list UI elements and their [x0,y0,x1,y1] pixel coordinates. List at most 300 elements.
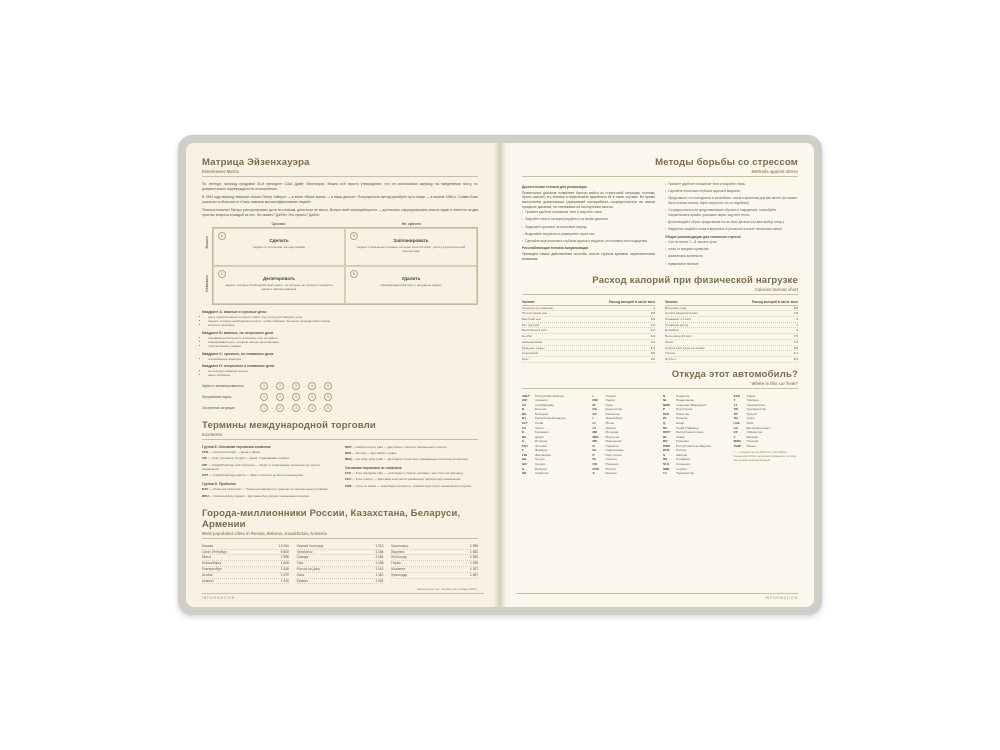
list-item [522,239,655,244]
city-name: Шымкент [391,567,406,572]
flow-dot: 4 [308,404,316,412]
country-code: D [522,430,525,435]
activity-name: Гребля академическая [665,311,698,316]
bullet-icon: • [665,240,667,245]
flow-dot: 3 [292,393,300,401]
flow-dot: 4 [308,382,316,390]
country-code: MGL [592,434,600,439]
plates-col-2 [593,394,658,476]
list-item [665,208,798,217]
list-item-label: физическая активность [668,254,704,259]
country-name: Ватикан [746,434,759,439]
country-code: B [522,407,525,412]
list-item: • задачи, которые необходимо решить, чтобы избежать больших затруднений в жизни [208,319,478,323]
table-row [391,573,478,579]
list-item [665,182,798,187]
table-row [522,357,655,363]
country-name: Греция [535,462,545,466]
bullet-icon: • [522,231,524,236]
country-name: Польша [605,457,617,462]
activity-value: 7.0 [793,311,798,316]
country-code: P [592,452,595,457]
country-code: PAK [663,411,670,416]
list-item-label: Сделайте ещё несколько глубоких вдохов и выдохов, отслеживая свои ощущения. [525,238,648,243]
country-name: Республика Абхазия [535,393,564,398]
country-name: Республика Косово [676,430,704,435]
flow-dot: 1 [260,382,268,390]
city-name: Москва [202,543,213,548]
divider [522,176,798,177]
country-name: Казахстан [605,411,620,416]
cities-title: Города-миллионники России, Казахстана, Беларуси, Армении [202,507,461,530]
bullet-icon: • [522,238,524,243]
bullet-icon: • [665,226,667,231]
eisenhower-matrix [202,222,478,305]
country-name: Азербайджан [535,402,555,407]
matrix-cell-a [213,228,345,266]
arrow-icon: → [286,393,290,399]
matrix-cell-d-sub: отвлекающие факторы и ненужные задачи [380,282,442,287]
list-item [665,262,798,267]
stress-subtitle: Methods against stress [751,169,798,174]
flow-dot: 5 [324,382,332,390]
activity-name: Лыжи [665,339,674,344]
country-name: Швеция [605,471,617,476]
list-item [665,247,798,252]
country-code: TR [733,411,738,416]
cities-subtitle: Most populated cities in Russia, Belarus, Kazakhstan, Armenia [202,530,327,536]
country-code: AZ [522,402,527,407]
list-item: • вопросы здоровья [208,323,478,327]
city-name: Краснодар [391,572,408,577]
country-code: TN [733,416,738,421]
country-code: MD [592,430,598,435]
city-name: Самара [296,555,309,560]
trade-term: FOB — Free on board — «Свободно на борту», франко-борт (порт назначения отгрузки) [345,483,472,488]
country-name: Россия [605,466,616,471]
country-name: Туркменистан [746,407,767,412]
trade-term: DAF — Delivered at Frontier — Товар доставляется к границе по контрактным условиям [202,487,328,492]
divider [202,538,478,539]
table-row [522,471,587,476]
country-code: RUS [592,466,599,471]
country-code: SYR [733,393,740,398]
matrix-row-label-important-text: Важно [205,236,209,249]
list-item [522,225,655,230]
country-code: TJ [733,402,738,407]
activity-name: Велосипед 20 км/ч [665,334,692,339]
trade-term: CPT — Freight/Carriage paid to — Фрахт оплачен до места назначения [202,473,304,478]
planner-spread [186,143,814,607]
quadrant-note-b-list [202,336,478,349]
city-population: 1 027 [470,567,479,572]
cities-note: Население в тыс. человек на 1 января 2023 г. [416,587,478,592]
country-name: Бельгия [535,407,547,412]
country-name: Таджикистан [746,402,765,407]
trade-group-nonpaid-title: Основная перевозка не оплачена [345,465,402,470]
country-name: Республика Сан-Марино [676,443,712,448]
country-code: CZ [522,425,527,430]
country-name: Хорватия [535,471,549,476]
stress-title: Методы борьбы со стрессом [655,157,798,168]
trade-term: DES — Ex ship — Доставка с судна [345,450,396,455]
activity-value: 3.9 [650,317,655,322]
country-name: Болгария [535,411,549,416]
country-code: KZ [592,411,597,416]
plates-note: * — государство не является участником Конвенции ООН о дорожном движении, поэтому код указан неофициальным. [733,450,797,463]
activity-value: 8.6 [650,351,655,356]
arrow-icon: → [318,382,322,388]
country-code: NMK [663,402,670,407]
country-code: WAN [733,439,741,444]
country-code: PL [592,457,597,462]
activity-value: 7 [796,322,798,327]
country-name: Нидерланды [676,398,695,403]
country-code: V [733,434,736,439]
flow-label-planned: Идём от запланированного [202,383,244,388]
country-name: Монголия [605,434,620,439]
country-name: Венгрия [535,466,547,471]
quadrant-note-a-list [202,315,478,328]
country-code: RSM [663,443,670,448]
flow-row-emergency [202,404,478,412]
city-name: Алматы [202,578,214,583]
country-name: Турция [746,411,757,416]
eisenhower-intro [202,182,478,218]
country-name: Португалия [676,407,693,412]
list-item-label: правильное питание [668,261,699,266]
stress-visualization-heading: Расслабляющая техника визуализации [522,246,589,251]
country-name: Норвегия [676,393,690,398]
quadrant-note-d-title: Квадрант D: несрочные и неважные дела [202,363,275,368]
activity-name: Верховая езда [665,305,687,310]
activity-name: Бег трусцой [522,322,540,327]
column-header-activity: Занятие [522,299,535,304]
city-population: 1 092 [375,578,384,583]
bullet-icon: • [665,182,667,186]
city-name: Минск [202,555,212,560]
list-item-label: Примите удобное положение тела и закройте глаза. [525,210,603,215]
country-name: Латвия [605,425,616,430]
matrix-cell-a-badge: A [218,232,226,240]
matrix-cell-c-badge: C [218,270,226,278]
list-item-label: Детализируйте образ, представляя его во всех деталях (на ваш выбор и вкус). [668,219,785,224]
cities-col-2 [297,544,384,585]
flow-dot: 2 [276,382,284,390]
bullet-icon: • [522,217,524,222]
country-name: Катар [676,420,685,425]
list-item-label: Сосредоточьтесь на представляемых образах и ощущениях: попробуйте почувствовать аромат, услышать звуки, ощутить тепло. [668,208,777,217]
quadrant-note-c-list [202,357,478,361]
city-population: 1 213 [375,543,384,548]
city-population: 1 062 [470,549,479,554]
country-name: Сирия [746,393,756,398]
country-code: UZ [733,430,738,435]
country-code: RC [663,425,668,430]
country-code: RO [663,439,668,444]
country-name: Эстония [535,443,547,448]
city-population: 1 110 [375,572,384,577]
list-item [665,189,798,194]
cities-col-3 [391,544,478,585]
city-name: Омск [296,572,305,577]
country-name: Польша [676,416,688,421]
table-row [665,357,798,363]
country-code: SLO [663,462,670,466]
stress-visualization-text: Приведём самые действенные способы снятия стресса времени переключением внимания. [522,251,655,261]
matrix-row-label-unimportant [202,263,212,305]
country-name: Индия [605,398,615,403]
quadrant-note-a [202,310,478,328]
arrow-icon: → [270,404,274,410]
plates-col-4 [734,394,799,476]
activity-value: 4.0 [650,328,655,333]
country-name: Македония [605,439,622,444]
country-code: F [522,448,524,453]
flow-dot: 1 [260,404,268,412]
left-page [186,143,500,607]
quadrant-note-c-title: Квадрант C: срочные, но неважные дела [202,351,274,356]
bullet-icon: • [665,189,667,194]
country-name: Армения [535,398,548,403]
country-code: T [733,398,736,403]
matrix-cell-b-title: Запланировать [393,237,429,243]
activity-name: Футбол [665,356,676,361]
activity-value: 7.0 [650,322,655,327]
country-name: Сербия [676,466,687,471]
list-item [665,240,798,245]
country-name: Швеция [676,452,688,457]
list-item-label: Закройте глаза и сконцентрируйтесь на своём дыхании. [525,217,609,222]
country-code: FIN [522,452,527,457]
matrix-row-label-important [202,222,212,264]
calories-subtitle: Calories burned chart [754,286,798,292]
flow-dot: 2 [276,404,284,412]
quadrant-notes [202,310,478,378]
city-population: 1 625 [280,561,289,566]
quadrant-note-b [202,331,478,349]
table-row [202,579,289,585]
arrow-icon: → [318,393,322,399]
calories-col-1 [522,306,655,363]
country-name: Россия [676,448,686,453]
bullet-icon: • [665,208,667,213]
activity-name: Сидение (положение) [522,305,554,310]
calories-title: Расход калорий при физической нагрузке [592,274,798,286]
arrow-icon: → [318,404,322,410]
arrow-icon: → [286,404,290,410]
country-name: Финляндия [535,452,551,457]
city-name: Челябинск [296,549,313,554]
country-code: UAE [733,420,740,425]
list-item: • основная деятельность в бизнесе или на работе [208,336,478,340]
flow-dots-planned [260,382,332,390]
country-code: N [663,393,666,398]
list-item [665,196,798,205]
country-name: Молдова [605,430,619,435]
country-code: RKS* [663,430,671,435]
matrix-cell-d [345,266,477,304]
bullet-icon: • [665,254,667,259]
matrix-cell-c-title: Делегировать [262,275,296,281]
country-name: Литва [605,420,614,425]
list-item: • наши любимые [208,373,478,377]
eisenhower-para-3: Техника помогает быстро расcортировать дела по спискам, дела если не много. Вопрос всей матрицей просто — достаточно сформулировать список задач и ответить на два простых вопроса в каждой из них. Это важно? Да/Нет. Это срочно? Да/Нет. [202,207,478,217]
country-name: Грузия [535,457,545,462]
country-code: E [522,439,525,444]
city-name: Санкт-Петербург [202,549,227,554]
flow-dots-pause [260,393,332,401]
country-name: Румыния [605,462,619,466]
country-name: Китай (Тайвань) [676,425,699,430]
city-population: 5 600 [280,549,289,554]
quadrant-note-d [202,364,478,378]
country-name: Кыргызстан [605,407,623,412]
plates-title: Откуда этот автомобиль? [671,368,798,380]
arrow-icon: → [302,393,306,399]
matrix-cell-d-badge: D [350,270,358,278]
trade-group-d-title: Группа D. Прибытие [202,481,237,486]
country-name: Таджикистан [676,471,695,476]
country-code: TJ [663,471,667,476]
flow-dot: 4 [308,393,316,401]
country-name: Таиланд [746,398,759,403]
bullet-icon: • [665,247,667,252]
arrow-icon: → [270,382,274,388]
country-code: YEM* [733,443,742,448]
flow-dot: 3 [292,382,300,390]
eisenhower-para-1: По легенде, матрицу придумал 34-й президент США Дуайт Эйзенхауэр. Можно всё просто утверждение, что он использовал матрицу на ежедневном посту, но документально подтверждено не относительно. [202,182,478,191]
table-row [297,579,384,585]
trade-columns [202,445,478,500]
activity-value: 1 [653,305,655,310]
matrix-cell-b-sub: задачи с неясными сроками, которые способствуют успеху в долгосрочной перспективе [356,244,466,253]
country-code: PL [663,416,667,421]
city-name: Уфа [296,561,304,566]
list-item [665,220,798,225]
activity-value: 5.9 [793,345,798,350]
city-name: Пермь [391,561,402,566]
activity-name: Быстрый шаг [522,317,542,322]
quadrant-note-b-title: Квадрант B: важные, но несрочные дела [202,330,274,335]
country-code: Q [663,420,666,425]
country-name: Пакистан [676,411,690,416]
plates-col-3 [663,394,728,476]
right-page-footer: INFORMATION [516,593,798,600]
activity-value: 2.5 [793,305,798,310]
country-name: Словакия [676,457,690,462]
divider [202,439,478,440]
country-code: P [663,407,666,412]
table-row [663,471,728,476]
country-code: I [592,393,594,398]
list-item-label: Сделайте несколько глубоких вдохов и выдохов. [668,189,741,194]
country-name: Нидерланды [605,448,624,453]
country-code: GR [522,462,527,466]
country-name: ОАЭ [746,420,753,425]
matrix-row-label-unimportant-text: Неважно [205,275,209,293]
matrix-col-headers [212,222,478,226]
flow-label-emergency: Экстренная ситуация [202,405,235,410]
country-name: Португалия [605,452,622,457]
bullet-icon: • [665,219,667,224]
stress-general-heading: Общие рекомендации для снижения стресса [665,234,741,239]
stress-col-left [522,182,655,269]
country-code: UA [733,425,738,430]
country-code: IND [592,398,598,403]
activity-value: 4.0 [650,339,655,344]
country-name: Узбекистан [746,430,763,435]
country-code: NL [592,448,597,453]
list-item-label: Выдыхайте медленно и размеренно через нос. [525,231,596,236]
country-name: Тунис [746,416,755,421]
country-code: ABH* [522,393,530,398]
activity-value: 5.1 [650,345,655,350]
list-item: • не несущие никакой пользы [208,369,478,373]
country-name: Испания [535,439,548,444]
country-code: SK [663,457,668,462]
list-item-label: Представьте, что находитесь в спокойном, тихом и приятном для вас месте (это может быть лесная поляна, берег моря или что-то подобное). [668,196,798,205]
country-name: Иран [605,402,613,407]
bullet-icon: • [522,210,524,215]
list-item: • отвлекающие факторы [208,357,478,361]
left-page-footer: INFORMATION [202,593,484,600]
country-name: Ливан [676,434,685,439]
matrix-row-labels [202,222,212,305]
city-population: 1 315 [280,578,289,583]
country-name: Северная Македония [676,402,707,407]
bullet-icon: • [665,196,667,201]
country-name: Йемен [746,443,756,448]
list-item-label: Сон не менее 7—8 часов в сутки [668,240,717,245]
matrix-cell-c [213,266,345,304]
activity-name: Бокс [522,356,529,361]
plates-subtitle: Where is this car from? [751,380,798,386]
trade-term: CIP — Freight/Carriage and Insurance — Фрахт и страхование оплачены до пункта назначения [202,462,320,472]
city-population: 1 049 [470,561,479,566]
activity-value: 6.4 [793,356,798,361]
city-population: 13 104 [278,543,289,548]
country-code: L [592,416,595,421]
activity-value: 9.8 [650,356,655,361]
country-name: Китай [535,420,544,425]
flow-row-pause [202,393,478,401]
country-name: Великобритания [746,425,770,430]
list-item-label: отказ от вредных привычек [668,247,709,252]
activity-name: Волейбол [665,328,680,333]
country-code: BG [522,411,527,416]
city-population: 1 539 [280,567,289,572]
country-code: GE [522,457,527,462]
trade-subtitle: Incoterms [202,431,223,437]
flow-dot: 3 [292,404,300,412]
activity-name: Прогулочный шаг [522,311,548,316]
country-name: Италия [605,393,616,398]
list-item-label: Задержите дыхание на несколько секунд. [525,224,588,229]
country-code: SRB [663,466,670,471]
plates-col-1 [522,394,587,476]
country-name: Германия [535,430,549,435]
stress-breathing-heading: Дыхательная техника для релаксации [522,185,587,189]
country-code: MK [592,439,598,444]
activity-name: Аквааэробика [522,339,543,344]
list-item [665,254,798,259]
country-code: TM [733,407,738,412]
country-name: Франция [535,448,548,453]
arrow-icon: → [286,382,290,388]
flow-row-planned [202,382,478,390]
matrix-col-not-urgent: Не срочно [401,221,422,226]
